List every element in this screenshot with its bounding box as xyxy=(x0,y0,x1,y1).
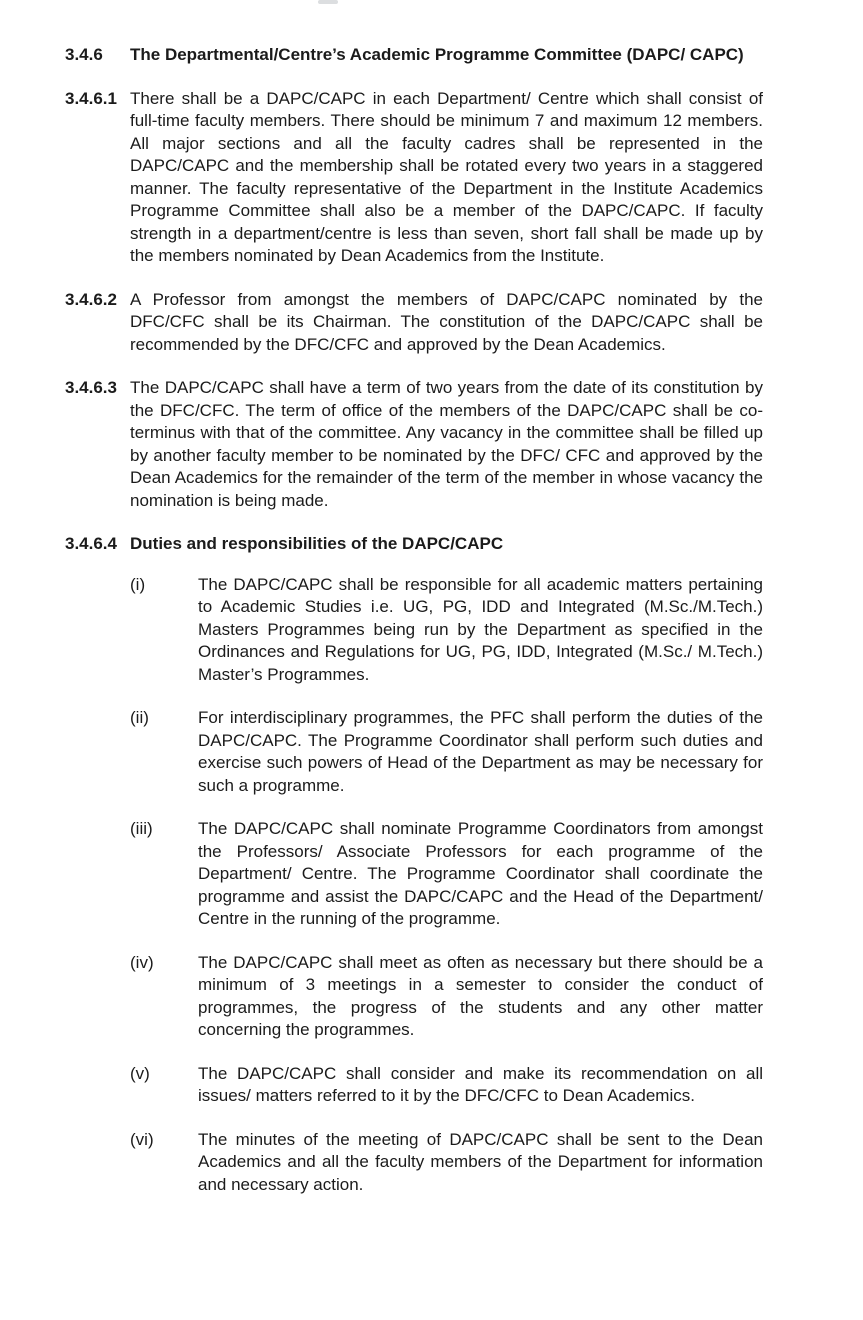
list-item-text: The DAPC/CAPC shall consider and make its recommendation on all issues/ matters referred to it by the DFC/CFC to Dean Academics. xyxy=(198,1063,763,1105)
list-item-text: The minutes of the meeting of DAPC/CAPC shall be sent to the Dean Academics and all the faculty members of the Department for information and necessary action. xyxy=(198,1129,763,1194)
list-item-iii xyxy=(130,818,763,931)
section-number: 3.4.6.3 xyxy=(65,378,117,397)
scan-artifact-mark xyxy=(318,0,338,4)
section-paragraph-text: There shall be a DAPC/CAPC in each Department/ Centre which shall consist of full-time faculty members. There should be minimum 7 and maximum 12 members. All major sections and all the faculty cadres shall be represented in the DAPC/CAPC and the membership shall be rotated every two years in a staggered manner. The faculty representative of the Department in the Institute Academics Programme Committee shall also be a member of the DAPC/CAPC. If faculty strength in a department/centre is less than seven, short fall shall be made up by the members nominated by Dean Academics from the Institute. xyxy=(130,88,763,265)
section-paragraph-text: The DAPC/CAPC shall have a term of two years from the date of its constitution by the DFC/CFC. The term of office of the members of the DAPC/CAPC shall be co-terminus with that of the committee. Any vacancy in the committee shall be filled up by another faculty member to be nominated by the DFC/ CFC and approved by the Dean Academics for the remainder of the term of the member in whose vacancy the nomination is being made. xyxy=(130,378,763,510)
list-item-text: The DAPC/CAPC shall meet as often as necessary but there should be a minimum of 3 meetings in a semester to consider the conduct of programmes, the progress of the students and any other matter concerning the programmes. xyxy=(198,952,763,1039)
list-item-label: (iv) xyxy=(130,952,154,972)
section-number: 3.4.6 xyxy=(65,45,103,64)
list-item-label: (v) xyxy=(130,1063,150,1083)
section-heading-3-4-6-4 xyxy=(65,533,763,556)
list-item-label: (i) xyxy=(130,574,146,594)
section-paragraph-text: A Professor from amongst the members of DAPC/CAPC nominated by the DFC/CFC shall be its Chairman. The constitution of the DAPC/CAPC shall be recommended by the DFC/CFC and approved by the Dean Academics. xyxy=(130,289,763,354)
list-item-v xyxy=(130,1063,763,1108)
list-item-i xyxy=(130,574,763,687)
list-item-label: (iii) xyxy=(130,819,153,838)
section-number: 3.4.6.2 xyxy=(65,289,117,309)
list-item-label: (ii) xyxy=(130,708,149,727)
section-heading-text: Duties and responsibilities of the DAPC/CAPC xyxy=(130,534,504,553)
list-item-label: (vi) xyxy=(130,1129,154,1149)
section-number: 3.4.6.4 xyxy=(65,534,117,553)
list-item-text: For interdisciplinary programmes, the PFC shall perform the duties of the DAPC/CAPC. The Programme Coordinator shall perform such duties and exercise such powers of Head of the Department as may be necessary for such a programme. xyxy=(198,708,763,795)
section-paragraph-3-4-6-3 xyxy=(65,377,763,512)
list-item-ii xyxy=(130,707,763,797)
section-paragraph-3-4-6-1 xyxy=(65,88,763,268)
list-item-vi xyxy=(130,1129,763,1197)
section-number: 3.4.6.1 xyxy=(65,88,117,108)
section-heading-3-4-6 xyxy=(65,44,763,67)
section-heading-text: The Departmental/Centre’s Academic Programme Committee (DAPC/ CAPC) xyxy=(130,45,744,64)
list-item-text: The DAPC/CAPC shall be responsible for all academic matters pertaining to Academic Studies i.e. UG, PG, IDD and Integrated (M.Sc./M.Tech.) Masters Programmes being run by the Department as specified in the Ordinances and Regulations for UG, PG, IDD, Integrated (M.Sc./ M.Tech.) Master’s Programmes. xyxy=(198,574,763,684)
list-item-text: The DAPC/CAPC shall nominate Programme Coordinators from amongst the Professors/ Associate Professors for each programme of the Department/ Centre. The Programme Coordinator shall coordinate the programme and assist the DAPC/CAPC and the Head of the Department/ Centre in the running of the programme. xyxy=(198,819,763,928)
section-paragraph-3-4-6-2 xyxy=(65,289,763,357)
list-item-iv xyxy=(130,952,763,1042)
document-content xyxy=(0,44,863,1217)
